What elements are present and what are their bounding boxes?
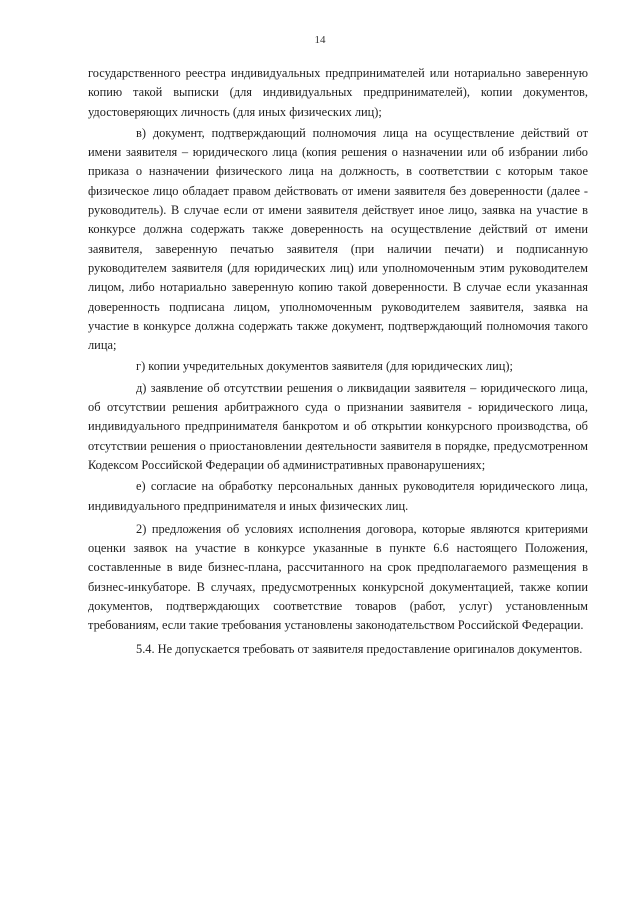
paragraph-section-5-4: 5.4. Не допускается требовать от заявителя предоставление оригиналов документов.: [136, 641, 583, 656]
page-number: 14: [314, 34, 326, 46]
paragraph-item-v: в) документ, подтверждающий полномочия лица на осуществление действий от имени заявителя – юридического лица (копия решения о назначении или об избрании либо приказа о назначении физического лица на должность, в соответствии с которым такое физическое лицо обладает правом действовать от имени заявителя без доверенности (далее - руководитель). В случае если от имени заявителя действует иное лицо, заявка на участие в конкурсе должна содержать также доверенность на осуществление действий от имени заявителя, заверенную печатью заявителя (при наличии печати) и подписанную руководителем заявителя (для юридических лиц) или уполномоченным этим руководителем лицом, либо нотариально заверенную копию такой доверенности. В случае если указанная доверенность подписана лицом, уполномоченным руководителем заявителя, заявка на участие в конкурсе должна содержать также документ, подтверждающий полномочия такого лица;: [88, 125, 588, 353]
paragraph-continuation: государственного реестра индивидуальных предпринимателей или нотариально заверенную копию такой выписки (для индивидуальных предпринимателей), копии документов, удостоверяющих личность (для иных физических лиц);: [88, 66, 588, 119]
paragraph-item-d: д) заявление об отсутствии решения о ликвидации заявителя – юридического лица, об отсутствии решения арбитражного суда о признании заявителя - юридического лица, индивидуального предпринимателя банкротом и об открытии конкурсного производства, об отсутствии решения о приостановлении деятельности заявителя в порядке, предусмотренном Кодексом Российской Федерации об административных правонарушениях;: [88, 380, 588, 472]
paragraph-item-g: г) копии учредительных документов заявителя (для юридических лиц);: [136, 359, 513, 374]
paragraph-item-2: 2) предложения об условиях исполнения договора, которые являются критериями оценки заявок на участие в конкурсе указанные в пункте 6.6 настоящего Положения, составленные в виде бизнес-плана, рассчитанного на срок предполагаемого размещения в бизнес-инкубаторе. В случаях, предусмотренных конкурсной документацией, также копии документов, подтверждающих соответствие товаров (работ, услуг) установленным требованиям, если такие требования установлены законодательством Российской Федерации.: [88, 521, 588, 633]
paragraph-item-e: е) согласие на обработку персональных данных руководителя юридического лица, индивидуального предпринимателя и иных физических лиц.: [88, 479, 588, 513]
document-body: [88, 64, 588, 659]
